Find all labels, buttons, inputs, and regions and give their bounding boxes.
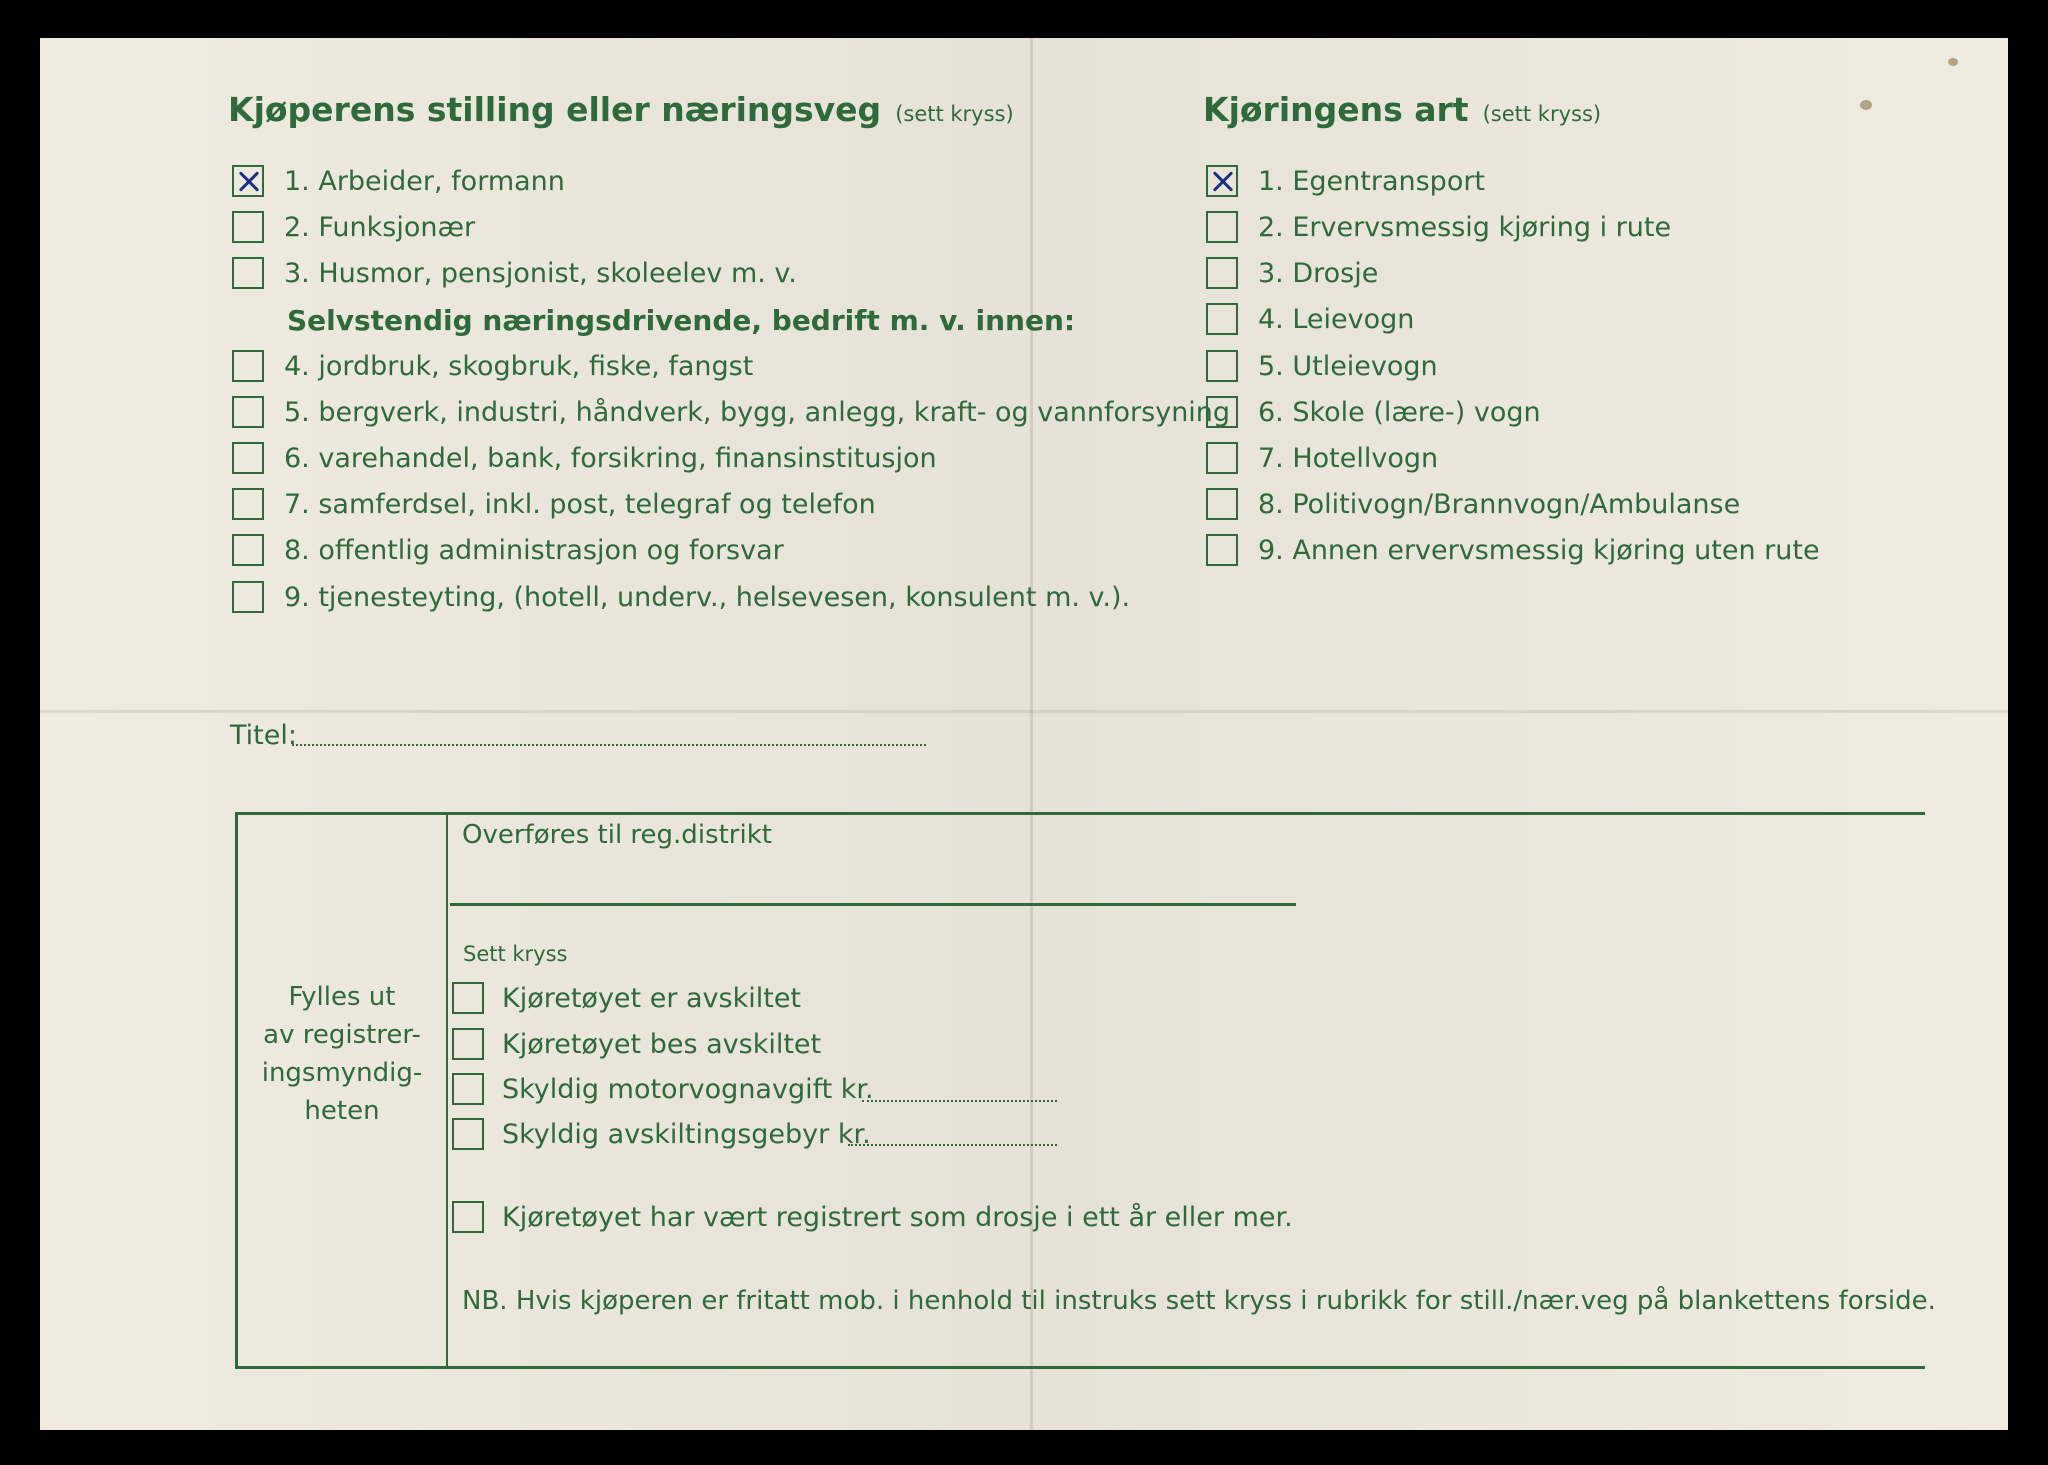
option-label: 6. varehandel, bank, forsikring, finansinstitusjon: [284, 443, 937, 474]
option-label: 4. jordbruk, skogbruk, fiske, fangst: [284, 351, 754, 382]
checkbox[interactable]: [452, 982, 484, 1014]
check-label: Kjøretøyet er avskiltet: [502, 983, 802, 1014]
option-label: 4. Leievogn: [1258, 304, 1415, 335]
self-employed-subheading: Selvstendig næringsdrivende, bedrift m. v. innen:: [287, 304, 1076, 337]
registry-authority-note: [238, 978, 446, 1130]
buyer-occupation-title: Kjøperens stilling eller næringsveg: [228, 90, 882, 129]
checkbox[interactable]: [452, 1028, 484, 1060]
checkbox[interactable]: [232, 488, 264, 520]
check-label: Skyldig avskiltingsgebyr kr.: [502, 1119, 871, 1150]
option-label: 2. Ervervsmessig kjøring i rute: [1258, 212, 1672, 243]
checkbox[interactable]: [232, 581, 264, 613]
checkbox[interactable]: [232, 534, 264, 566]
check-label: Kjøretøyet bes avskiltet: [502, 1029, 822, 1060]
checkbox[interactable]: [452, 1118, 484, 1150]
option-label: 6. Skole (lære-) vogn: [1258, 397, 1541, 428]
option-label: 5. bergverk, industri, håndverk, bygg, anlegg, kraft- og vannforsyning: [284, 397, 1231, 428]
option-label: 1. Egentransport: [1258, 166, 1486, 197]
checkbox[interactable]: [1206, 303, 1238, 335]
checkbox[interactable]: [232, 211, 264, 243]
option-label: 9. Annen ervervsmessig kjøring uten rute: [1258, 535, 1820, 566]
buyer-occupation-heading: [228, 90, 1014, 129]
checkbox[interactable]: [1206, 396, 1238, 428]
deregistration-fee-field[interactable]: [848, 1144, 1057, 1146]
checkbox[interactable]: [232, 257, 264, 289]
driving-type-note: (sett kryss): [1482, 102, 1602, 126]
option-label: 2. Funksjonær: [284, 212, 476, 243]
check-label: Skyldig motorvognavgift kr.: [502, 1074, 874, 1105]
checkbox[interactable]: [1206, 534, 1238, 566]
checkbox[interactable]: [452, 1073, 484, 1105]
checkbox[interactable]: [1206, 488, 1238, 520]
driving-type-title: Kjøringens art: [1203, 90, 1469, 129]
motor-fee-field[interactable]: [862, 1100, 1057, 1102]
registry-note-line: heten: [304, 1096, 380, 1126]
registry-note-line: av registrer-: [263, 1020, 421, 1050]
checkbox[interactable]: [1206, 350, 1238, 382]
checkbox[interactable]: [232, 350, 264, 382]
transfer-district-label: Overføres til reg.distrikt: [462, 820, 772, 850]
checkbox[interactable]: [1206, 257, 1238, 289]
option-label: 8. Politivogn/Brannvogn/Ambulanse: [1258, 489, 1741, 520]
check-label: Kjøretøyet har vært registrert som drosje i ett år eller mer.: [502, 1202, 1293, 1233]
buyer-occupation-note: (sett kryss): [895, 102, 1014, 126]
registry-note-line: ingsmyndig-: [261, 1058, 423, 1088]
sett-kryss-label: Sett kryss: [463, 942, 568, 966]
checkbox[interactable]: [1206, 442, 1238, 474]
checkbox-checked[interactable]: [232, 165, 264, 197]
checkbox[interactable]: [232, 442, 264, 474]
driving-type-heading: [1203, 90, 1601, 129]
checkbox[interactable]: [452, 1201, 484, 1233]
paper-stain: [1948, 58, 1958, 66]
option-label: 9. tjenesteyting, (hotell, underv., helsevesen, konsulent m. v.).: [284, 582, 1131, 613]
checkbox[interactable]: [232, 396, 264, 428]
fold-line-horizontal: [40, 710, 2008, 713]
option-label: 1. Arbeider, formann: [284, 166, 565, 197]
option-label: 7. samferdsel, inkl. post, telegraf og telefon: [284, 489, 876, 520]
registry-box-divider: [446, 812, 448, 1369]
paper-stain: [1860, 100, 1872, 110]
checkbox[interactable]: [1206, 211, 1238, 243]
option-label: 3. Drosje: [1258, 258, 1379, 289]
option-label: 8. offentlig administrasjon og forsvar: [284, 535, 784, 566]
option-label: 3. Husmor, pensjonist, skoleelev m. v.: [284, 258, 797, 289]
option-label: 5. Utleievogn: [1258, 351, 1438, 382]
titel-field[interactable]: [292, 744, 926, 746]
transfer-district-field[interactable]: [450, 903, 1296, 906]
registry-note-line: Fylles ut: [288, 982, 396, 1012]
option-label: 7. Hotellvogn: [1258, 443, 1439, 474]
nb-note: NB. Hvis kjøperen er fritatt mob. i henhold til instruks sett kryss i rubrikk for still./nær.veg på blankettens forside.: [462, 1286, 1936, 1316]
titel-label: Titel:: [230, 720, 297, 751]
checkbox-checked[interactable]: [1206, 165, 1238, 197]
